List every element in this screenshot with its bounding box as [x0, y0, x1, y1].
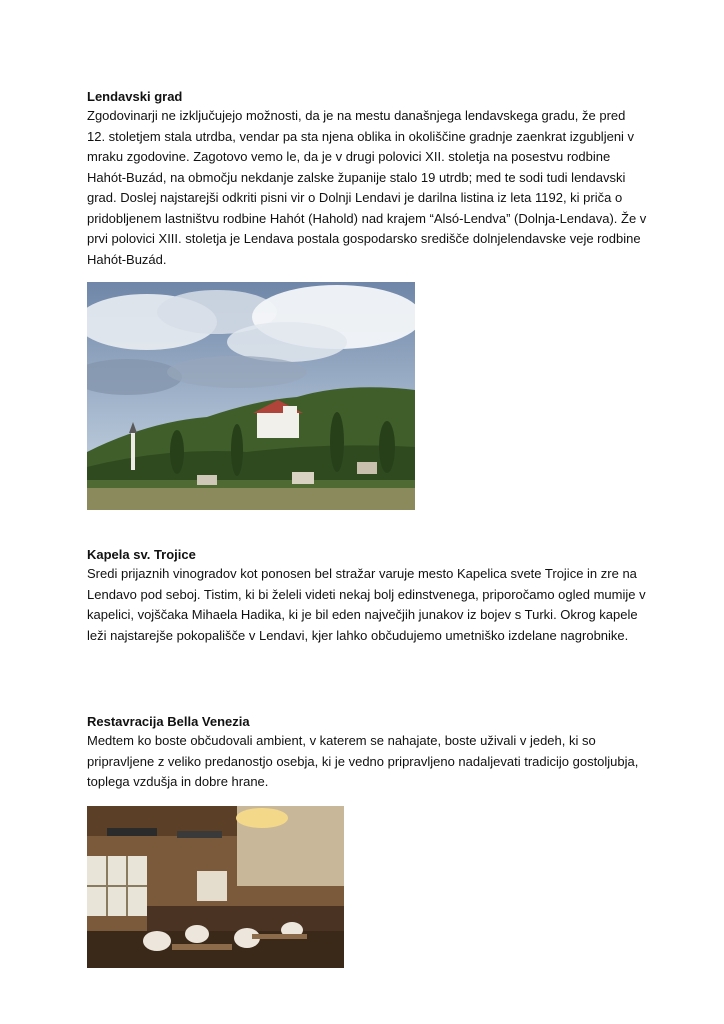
castle-photo	[87, 282, 415, 510]
section-title-restavracija-bella-venezia: Restavracija Bella Venezia	[87, 714, 250, 729]
section-title-kapela-sv-trojice: Kapela sv. Trojice	[87, 547, 196, 562]
section-body-restavracija-bella-venezia: Medtem ko boste občudovali ambient, v katerem se nahajate, boste uživali v jedeh, ki so pripravljene z veliko predanostjo osebja, ki je vedno pripravljeno nadaljevati tradicijo gostoljubja, toplega vzdušja in dobre hrane.	[87, 733, 639, 789]
section-body-lendavski-grad: Zgodovinarji ne izključujejo možnosti, da je na mestu današnjega lendavskega gradu, že pred 12. stoletjem stala utrdba, vendar pa sta njena oblika in okoliščine gradnje zaenkrat izgubljeni v mraku zgodovine. Zagotovo vemo le, da je v drugi polovici XII. stoletja na posestvu rodbine Hahót-Buzád, na območju nekdanje zalske županije stalo 19 utrdb; med te sodi tudi lendavski grad. Doslej najstarejši odkriti pisni vir o Dolnji Lendavi je darilna listina iz leta 1192, ki priča o pridobljenem lastništvu rodbine Hahót (Hahold) nad krajem “Alsó-Lendva” (Dolnja-Lendava). Že v prvi polovici XIII. stoletja je Lendava postala gospodarsko središče dolnjelendavske veje rodbine Hahót-Buzád.	[87, 108, 647, 267]
restaurant-photo	[87, 806, 344, 968]
section-title-lendavski-grad: Lendavski grad	[87, 89, 183, 104]
section-body-kapela-sv-trojice: Sredi prijaznih vinogradov kot ponosen bel stražar varuje mesto Kapelica svete Trojice in zre na Lendavo pod seboj. Tistim, ki bi želeli videti nekaj bolj edinstvenega, priporočamo ogled mumije v kapelici, vojščaka Mihaela Hadika, ki je bil eden največjih junakov iz bojev s Turki. Okrog kapele leži najstarejše pokopališče v Lendavi, kjer lahko občudujemo umetniško izdelane nagrobnike.	[87, 566, 646, 643]
